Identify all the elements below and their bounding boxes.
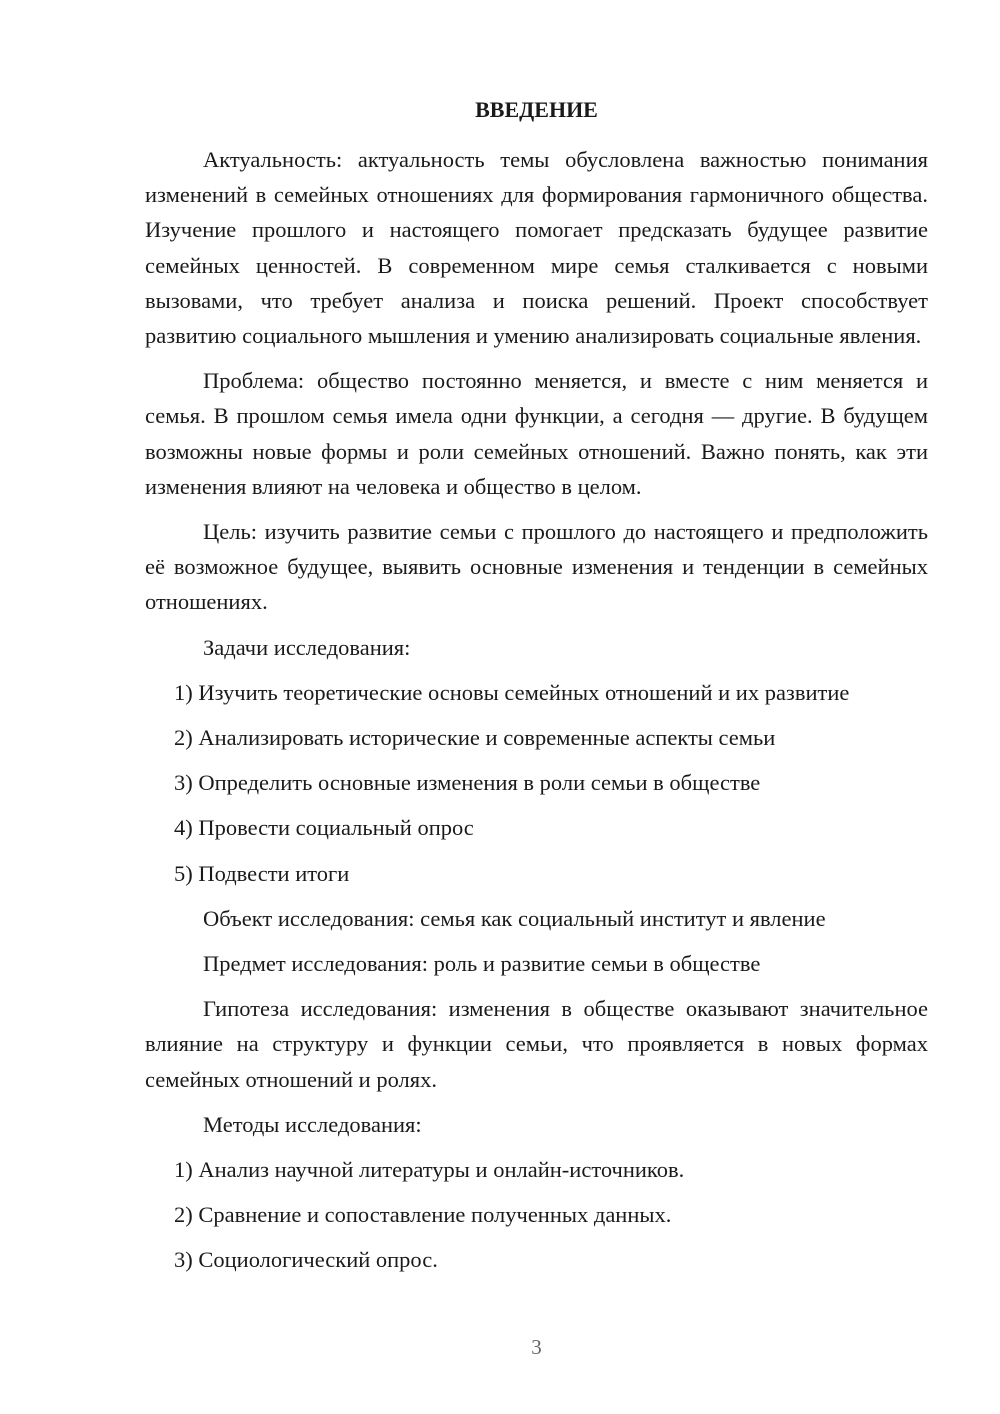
method-item-2: 2) Сравнение и сопоставление полученных данных. (174, 1202, 672, 1228)
problem-paragraph: Проблема: общество постоянно меняется, и вместе с ним меняется и семья. В прошлом семья имела одни функции, а сегодня — другие. В будущем возможны новые формы и роли семейных отношений. Важно понять, как эти изменения влияют на человека и общество в целом. (145, 368, 928, 499)
task-item-2: 2) Анализировать исторические и современные аспекты семьи (174, 725, 776, 751)
page-title: ВВЕДЕНИЕ (475, 97, 598, 122)
task-item-1: 1) Изучить теоретические основы семейных отношений и их развитие (174, 679, 850, 705)
methods-heading: Методы исследования: (203, 1111, 422, 1137)
page-number: 3 (531, 1335, 542, 1359)
relevance-paragraph: Актуальность: актуальность темы обусловлена важностью понимания изменений в семейных отношениях для формирования гармоничного общества. Изучение прошлого и настоящего помогает предсказать будущее развитие семейных ценностей. В современном мире семья сталкивается с новыми вызовами, что требует анализа и поиска решений. Проект способствует развитию социального мышления и умению анализировать социальные явления. (145, 147, 928, 349)
method-item-3: 3) Социологический опрос. (174, 1247, 438, 1273)
task-item-3: 3) Определить основные изменения в роли семьи в обществе (174, 770, 761, 796)
method-item-1: 1) Анализ научной литературы и онлайн-источников. (174, 1157, 685, 1183)
research-subject: Предмет исследования: роль и развитие семьи в обществе (203, 951, 761, 977)
goal-paragraph: Цель: изучить развитие семьи с прошлого до настоящего и предположить её возможное будущее, выявить основные изменения и тенденции в семейных отношениях. (145, 519, 928, 615)
tasks-heading: Задачи исследования: (203, 634, 411, 660)
hypothesis-paragraph: Гипотеза исследования: изменения в обществе оказывают значительное влияние на структуру и функции семьи, что проявляется в новых формах семейных отношений и ролях. (145, 996, 928, 1092)
document-body (145, 142, 928, 1288)
document-page (145, 0, 928, 1414)
task-item-5: 5) Подвести итоги (174, 860, 350, 886)
task-item-4: 4) Провести социальный опрос (174, 815, 474, 841)
research-object: Объект исследования: семья как социальный институт и явление (203, 905, 826, 931)
